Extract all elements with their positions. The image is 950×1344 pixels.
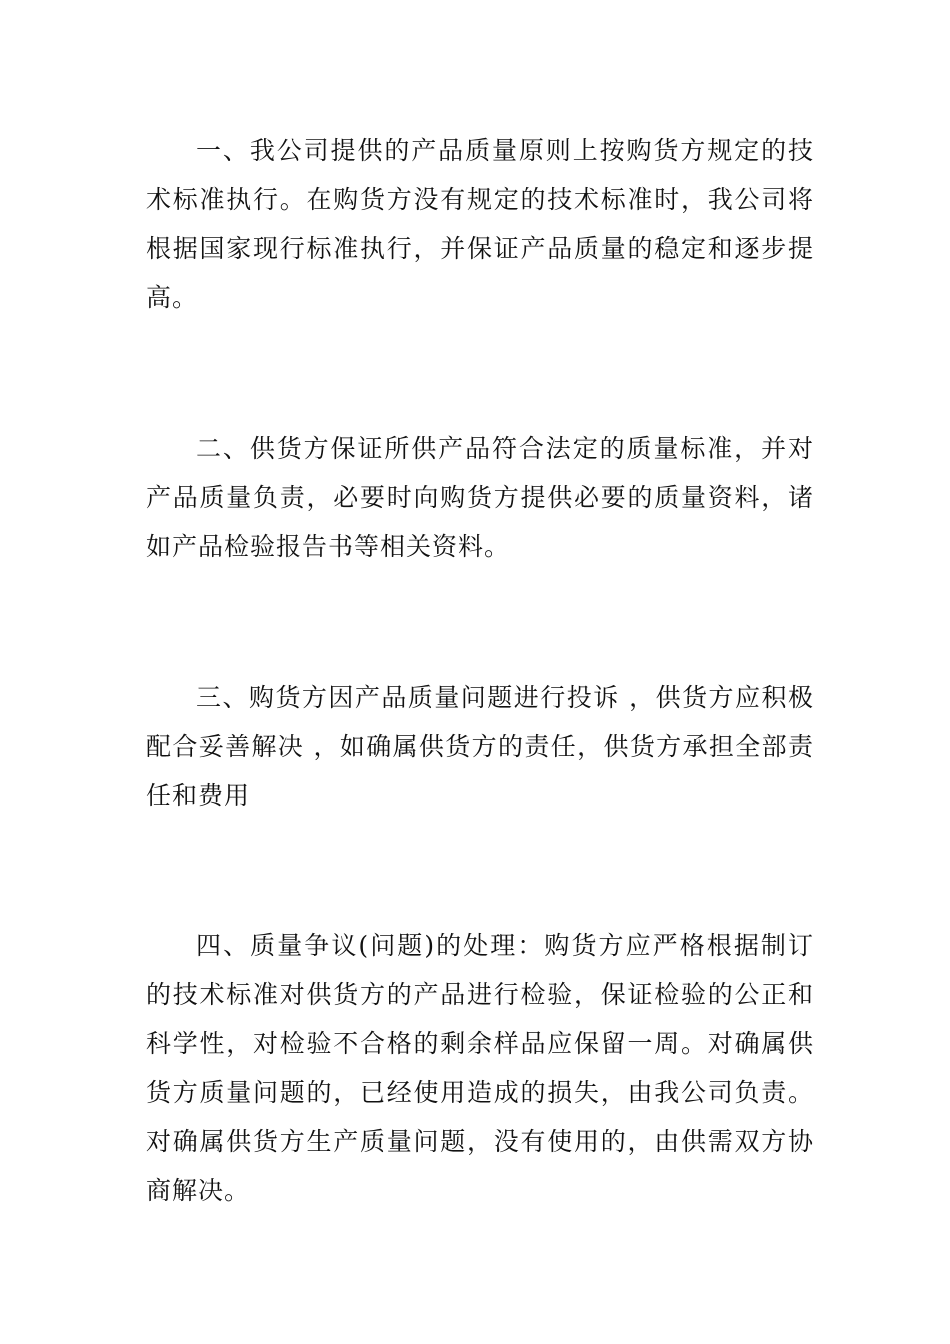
paragraph-quality-dispute: 四、质量争议(问题)的处理：购货方应严格根据制订的技术标准对供货方的产品进行检验，保证检验的公正和科学性，对检验不合格的剩余样品应保留一周。对确属供货方质量问题的，已经使用造成的损失，由我公司负责。对确属供货方生产质量问题，没有使用的，由供需双方协商解决。 (146, 931, 814, 1205)
paragraph-supplier-guarantee: 二、供货方保证所供产品符合法定的质量标准，并对产品质量负责，必要时向购货方提供必要的质量资料，诸如产品检验报告书等相关资料。 (146, 434, 814, 561)
paragraph-quality-standard: 一、我公司提供的产品质量原则上按购货方规定的技术标准执行。在购货方没有规定的技术标准时，我公司将根据国家现行标准执行，并保证产品质量的稳定和逐步提高。 (146, 136, 814, 312)
paragraph-complaint-handling: 三、购货方因产品质量问题进行投诉 ，供货方应积极配合妥善解决 ，如确属供货方的责任，供货方承担全部责任和费用 (146, 683, 814, 810)
